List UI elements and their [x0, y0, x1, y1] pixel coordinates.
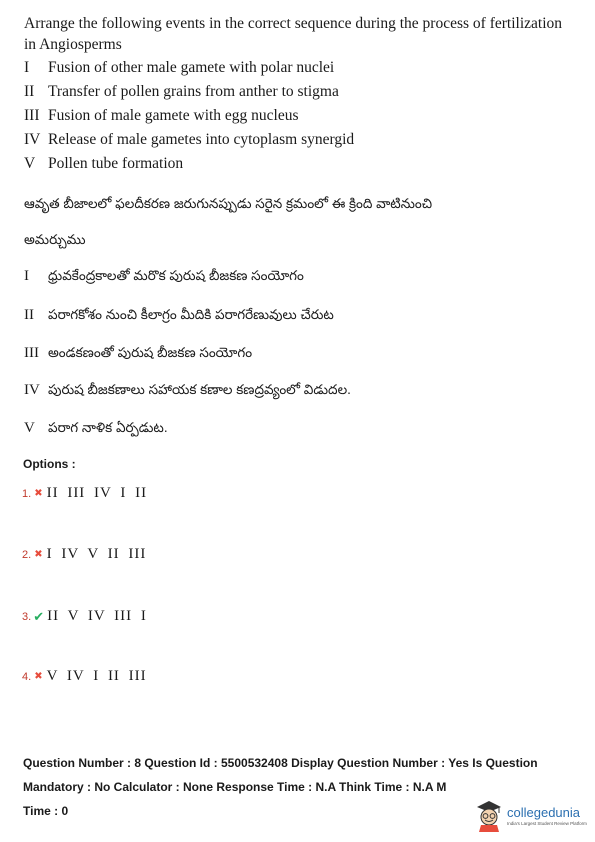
option-2[interactable] — [22, 546, 146, 563]
wrong-mark-icon: ✖ — [34, 549, 43, 560]
meta-line-2: Mandatory : No Calculator : None Response Time : N.A Think Time : N.A M — [23, 780, 447, 794]
question-item — [24, 55, 574, 79]
question-item — [24, 127, 574, 151]
question-item — [24, 79, 574, 103]
item-number: IV — [24, 382, 40, 398]
meta-line-1: Question Number : 8 Question Id : 5500532408 Display Question Number : Yes Is Question — [23, 756, 538, 770]
question-item — [24, 103, 574, 127]
item-text: Fusion of male gamete with egg nucleus — [48, 106, 299, 124]
item-text: Transfer of pollen grains from anther to stigma — [48, 82, 339, 100]
item-text: పరాగ నాళిక ఏర్పడుట. — [48, 420, 168, 435]
option-text: II III IV I II — [46, 485, 148, 501]
question-stem: Arrange the following events in the correct sequence during the process of fertilization in Angiosperms — [24, 15, 562, 53]
item-text: ధ్రువకేంద్రకాలతో మరొక పురుష బీజకణ సంయోగం — [48, 268, 304, 283]
logo-name: collegedunia — [507, 804, 581, 820]
item-text: Fusion of other male gamete with polar nuclei — [48, 58, 335, 76]
option-number: 2. — [22, 548, 32, 561]
question-item — [24, 151, 574, 175]
item-number: I — [24, 268, 29, 284]
mascot-icon — [474, 798, 504, 832]
telugu-item — [24, 382, 351, 401]
item-number: II — [24, 307, 34, 323]
item-text: అండకణంతో పురుష బీజకణ సంయోగం — [48, 345, 253, 360]
correct-mark-icon: ✔ — [33, 608, 45, 624]
option-number: 4. — [22, 670, 32, 683]
item-number: V — [24, 420, 35, 436]
item-number: III — [24, 345, 39, 361]
option-number: 1. — [22, 487, 32, 500]
telugu-item — [24, 345, 252, 364]
question-english — [24, 13, 574, 175]
telugu-item — [24, 268, 304, 287]
options-heading: Options : — [23, 457, 76, 471]
logo-tagline: India's Largest Student Review Platform — [507, 820, 587, 826]
option-3[interactable] — [22, 608, 147, 625]
telugu-item — [24, 420, 168, 439]
option-text: II V IV III I — [47, 608, 147, 624]
option-text: I IV V II III — [46, 546, 147, 562]
item-number: II — [24, 82, 35, 100]
item-text: పరాగకోశం నుంచి కీలాగ్రం మీదికి పరాగరేణువులు చేరుట — [48, 307, 334, 322]
item-text: పురుష బీజకణాలు సహాయక కణాల కణద్రవ్యంలో విడుదల. — [48, 382, 351, 397]
item-text: Release of male gametes into cytoplasm synergid — [48, 130, 355, 148]
meta-line-3: Time : 0 — [23, 804, 69, 818]
option-4[interactable] — [22, 668, 147, 685]
wrong-mark-icon: ✖ — [34, 488, 43, 499]
option-text: V IV I II III — [46, 668, 147, 684]
item-text: Pollen tube formation — [48, 154, 184, 172]
item-number: V — [24, 154, 36, 172]
item-number: IV — [24, 130, 41, 148]
item-number: I — [24, 58, 30, 76]
item-number: III — [24, 106, 40, 124]
option-1[interactable] — [22, 485, 147, 502]
collegedunia-logo — [474, 795, 592, 835]
telugu-item — [24, 307, 334, 326]
telugu-stem-line1: ఆవృత బీజాలలో ఫలదీకరణ జరుగునప్పుడు సరైన క్రమంలో ఈ క్రింది వాటినుంచి — [24, 196, 433, 211]
wrong-mark-icon: ✖ — [34, 671, 43, 682]
telugu-stem-line2: అమర్చుము — [24, 232, 86, 247]
option-number: 3. — [22, 610, 32, 623]
